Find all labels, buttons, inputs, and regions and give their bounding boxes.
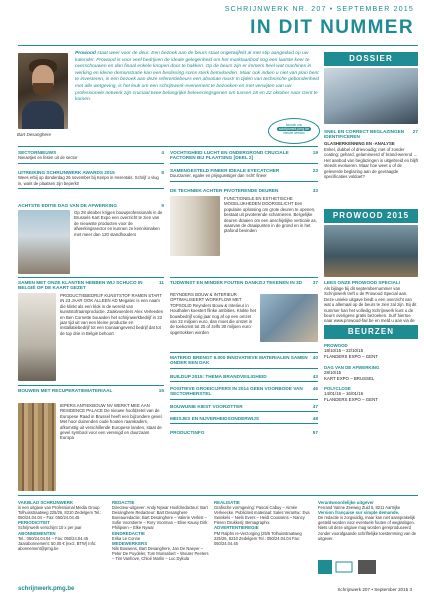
entry-sub: Wees erbij op donderdag 26 november bij Kenpo in Herentals. Schrijf u vlug in, want de plaatsen zijn beperkt! [18, 175, 159, 186]
dossier-title: SNEL EN CORRECT BEGLAZINGEN IDENTIFICEREN [324, 129, 405, 140]
footer-rule [18, 495, 418, 496]
entry-title: ACHTSTE EDITIE DAG VAN DE AFWERKING [18, 203, 117, 208]
editorial-intro [75, 51, 321, 104]
website-stamp[interactable] [268, 118, 320, 144]
footer-text: Schrijnwerk verschijnt 10 x per jaar [18, 525, 82, 531]
dossier-page: 27 [412, 129, 418, 134]
entry-title: SAMENGESTELD FINEER IDEALE EYECATCHER [170, 168, 280, 173]
dossier-photo [324, 68, 418, 124]
footer-heading: Version française sur simple demande. [318, 510, 400, 516]
entry-rule [18, 385, 164, 386]
entry-sub: Nieuwtjes en feiten uit de sector [18, 155, 78, 161]
facade-photo [18, 403, 56, 491]
entry-title: BOUWEN MET RECUPERATIEMATERIAAL [18, 388, 113, 393]
stamp-top: bezoek ons [285, 123, 303, 127]
intro-rule [18, 146, 318, 147]
entry-page: 43 [312, 374, 318, 379]
footer-col-4 [318, 500, 418, 541]
entry-page: 33 [312, 188, 318, 193]
entry-page: 4 [161, 150, 164, 155]
stamp-url: schrijnwerk.pmg.be [278, 127, 310, 132]
beurzen-header: BEURZEN [324, 325, 418, 339]
entry-page: 23 [312, 168, 318, 173]
entry-title: VOCHTIGHEID LUCHT EN ONDERGROND CRUCIALE FACTOREN BIJ PLAATSING [DEEL 2] [170, 150, 289, 161]
press-logo [336, 562, 352, 572]
entry-page: 47 [312, 404, 318, 409]
entry-title: BOUWUNIE KIEST VOORZITTER [170, 404, 243, 409]
entry-title: BUILDUP 2015: THEMA BRANDVEILIGHEID [170, 374, 267, 379]
footer-text: is een uitgave van Professional Media Group Tolhuisstraatweg 225/26, 8210 Zedelgem Tel.: 050/24.04.04 – Fax: 050/24.04.45 [18, 505, 102, 521]
toc-entry[interactable] [18, 280, 164, 291]
prowood-header: PROWOOD 2015 [324, 209, 418, 223]
fair-place: FLANDERS EXPO – GENT [324, 353, 378, 359]
fair-name: POLYCLOSE [324, 386, 351, 391]
footer-col-1 [18, 500, 108, 551]
fair-dates: 28/10/15 [324, 370, 342, 376]
entry-page: 37 [312, 280, 318, 285]
entry-title: SECTORNIEUWS [18, 150, 57, 155]
dossier-header: DOSSIER [324, 52, 418, 66]
footer-text: Tel.: 050/24.04.04 – Fax: 050/24.04.45 Jaarabonnement: 50,00 € (excl. BTW) Info: abonnement@pmg.be [18, 535, 97, 551]
footer-text: Directeur-uitgever: Andy Nywar Hoofdredacteur: Bart Desanghere Redacteur: Bart Desanghere Bureauredactie: Bart Desanghere – Valerie Verkist – Sofie Voorstierre – Rory Voorman – Elise Kausy Dirk Philipsen – Elke Nywar [112, 505, 208, 531]
toc-entry[interactable] [170, 280, 318, 285]
footer-text: Grafische vormgeving: Pascal Cabuy – Aimée Verkeecke. Publiciteit materiaal: Sales Verantw.: Eva Swinkels – Niels Evers – Heidi Coussens – Nancy Pieren Drukkerij: Bemagraphix [214, 505, 310, 526]
header-rule [18, 45, 418, 46]
fair-dates: 14/01/16 – 16/01/16 [324, 391, 364, 397]
dossier-sub: GLASHERKENNING EN -ANALYSE [324, 141, 395, 146]
footer-text: Nils Bouwens, Bart Desanghere, Jan De Naeyer – Peter De Puydeler, Tom Monsabert – Wouter Peeters – Tim Vanhove, Chloé Marlin – Luc Dykula [112, 545, 209, 562]
entry-sub: Duurzamer, egaler en prijsgunstiger dan 'echt' fineer [170, 173, 267, 179]
entry-sub: Op 28 oktober krijgen bouwprofessionals in de Brussels Kart Expo een overzicht te zien van de nieuwste producten voor de afwerkingssector en kunnen ze kennismaken met meer dan 120 standhouders [74, 210, 163, 237]
fair-place: KART EXPO – BRUSSEL [324, 375, 375, 381]
entry-page: 9 [161, 203, 164, 208]
entry-title: UITREIKING SCHRIJNWERK AWARDS 2015 [18, 170, 115, 175]
entry-title: POSITIEVE GROEICIJFERS IN 2014 GEEN VOORBODE VAN SECTORHERSTEL [170, 386, 303, 397]
toc-entry[interactable] [170, 168, 318, 182]
entry-title: MATERIO BRENGT 6.000 INNOVATIEVE MATERIALEN SAMEN ONDER EEN DAK [170, 355, 308, 366]
entry-page: 8 [161, 170, 164, 175]
entry-title: SAMEN MET ONZE KLANTEN HEBBEN WIJ SCHUCO IN BELGIË OP DE KAART GEZET [18, 280, 143, 291]
entry-title: DE TECHNIEK ACHTER PIVOTERENDE DEUREN [170, 188, 279, 193]
dossier-text: Enkel, dubbel of drievoudig; met of zonder coating; gehard, gelamineerd of brand-werend … Het aanbod van beglazingen is uitgebreid en blijft steeds evolueren. Maar hoe weet u of de geleverde beglazing aan de gevraagde specificaties voldoet? [324, 147, 418, 180]
toc-entry[interactable] [170, 404, 318, 412]
entry-sub: REYNDERS BOUW & INTERIEUR OPTIMALISEERT WORKFLOW MET TOPSOLID Reynders Bouw & Interieur in Houthalen koestert flinke ambities. Klokte het bouwbedrijf vorig jaar nog af op een omzet van 22 miljoen euro, dan moet die omzet in de toekomst tot 25 of zelfs 30 miljoen euro opgetrokken worden [170, 292, 256, 335]
stamp-bottom: nieuwe website [283, 131, 305, 136]
prowood-title: LEES ONZE PROWOOD SPECIAL! [324, 280, 401, 285]
toc-entry[interactable] [18, 150, 164, 164]
footer-heading: Verantwoordelijke uitgever [318, 500, 374, 505]
toc-entry[interactable] [170, 150, 318, 164]
door-photo [170, 196, 220, 256]
entry-page: 19 [312, 150, 318, 155]
fair-place: FLANDERS EXPO – GENT [324, 396, 378, 402]
entry-sub: PRODUCTIEBEDRIJF KUNSTSTOF RAMEN START IN 23 JAAR OOK ALLEEN AD Megatec is een naam die klinkt als een klok in de wereld van kunststofraamproductie. Zaakvoerders Alex Verleeden en Ben Cornette bouwden het schrijnwerkbedrijf in 23 jaar tijd uit van een kleine productie en installatiebedrijf tot een toonaangevend bedrijf dat tot de top drie in België behoort [60, 293, 164, 336]
entry-rule [18, 277, 164, 278]
toc-entry[interactable] [18, 170, 164, 189]
footer-text: PM Ralphs re-Verzorging (25/5 Tolhuisstraatweg 225/26, 8210 Zedelgem Tel.: 050/24.04.04 Fax: 050/24.04.45 [214, 530, 302, 546]
entry-page: 40 [312, 355, 318, 360]
footer-heading: PERIODICITEIT [18, 520, 50, 526]
entry-sub: FUNCTIONELE EN ESTHETISCHE MOGELIJKHEDEN DOORGELICHT Een populaire oplossing om grote deuren te openen, bestaat uit pivoterende scharnieren. Bergelijke deuren draaien om een anschijnlijke verticale as, waarvan de draaipunten in de grond en in het plafond bevinden [224, 196, 317, 234]
editor-photo [18, 53, 68, 129]
toc-entry[interactable] [170, 355, 318, 369]
3d-drawing-photo [260, 294, 318, 342]
toc-entry[interactable] [170, 374, 318, 382]
entry-page: 15 [158, 388, 164, 393]
fair-name: PROWOOD [324, 343, 348, 348]
fair-dates: 18/10/15 – 22/10/15 [324, 348, 364, 354]
footer-col-2 [112, 500, 210, 561]
entry-page: 46 [312, 386, 318, 391]
fair-name: DAG VAN DE AFWERKING [324, 365, 380, 370]
site-url[interactable]: schrijnwerk.pmg.be [18, 586, 75, 592]
cim-logo [358, 560, 376, 574]
page-header [0, 0, 424, 44]
prowood-text: Als bijlage bij dit septembernummer van Schrijnwerk treft u de Prowood Special aan. Deze unieke uitgave biedt u een overzicht van wat u allemaal op de beurs te zien zal zijn. Bij dit nummer kan het volledig Schrijnwerk kunt u de beurs overigens gratis bezoeken. Surf hiertoe naar www.prowood-fair.be en meld u aan via de [324, 286, 417, 324]
fair-item[interactable] [324, 386, 418, 402]
fair-item[interactable] [324, 343, 418, 359]
entry-sub: IEPERS ANTIEKBOUW NV WERKT MEE AAN RESIDENCE PALACE De nieuwe hoofdzetel van de Europese Raad in Brussel heeft een bijzondere gevel. Met hoor duizenden oude houten raamkaders, afkomstig uit verschillende Europese landen, staat de gevel symbool voor een verenigd en duurzaam Europa [60, 403, 163, 441]
footer-heading: MEDEWERKERS [112, 540, 148, 546]
entry-page: 57 [312, 430, 318, 435]
dossier-entry[interactable] [324, 129, 418, 140]
toc-entry[interactable] [18, 203, 164, 208]
window-photo [18, 293, 56, 381]
page-title: IN DIT NUMMER [250, 17, 414, 38]
entry-title: MEISJES EN NIJVERHEIDSONDERWIJS [170, 416, 259, 421]
prowood-photo [324, 225, 418, 277]
footer-heading: REDACTIE [112, 500, 135, 505]
footer-heading: EINDREDACTIE [112, 530, 145, 536]
photo-caption: Bart Desanghere [17, 132, 52, 137]
footer-text: Erika Le Conne [112, 535, 141, 541]
toc-entry[interactable] [170, 430, 318, 435]
footer-heading: ADVERTENTIEREGIE [214, 525, 259, 531]
footer-heading: ABONNEMENTEN [18, 530, 56, 536]
toc-entry[interactable] [170, 386, 318, 400]
page-footer: Schrijnwerk 207 • September 2015 3 [337, 587, 412, 592]
footer-heading: VAKBLAD SCHRIJNWERK [18, 500, 74, 505]
entry-rule [170, 352, 318, 353]
entry-title: TIJDWINST EN MINDER FOUTEN DANKZIJ TEKENEN IN 3D [170, 280, 303, 285]
intro-lead: Prowood [75, 51, 96, 56]
footer-col-3 [214, 500, 314, 546]
pmg-logo [318, 560, 332, 574]
intro-text: staat weer voor de deur. Een bezoek aan de beurs staat ongetwijfeld al met stip aangeduid op uw kalender. Prowood is voor veel bedrijven de ideale gelegenheid om het marktaanbod nog een laatste keer te overschouwen en dan finaal enkele knopen door te hakken. Op de beurs zijn er immers heel wat machines in werking en kleine demonstratie kan een beslissing soms sterk beïnvloeden. Maar ook indien u niet van plan bent te investeren, is een bezoek aan deze referentiebeurs een absolute must! In tijden van technische gebondenheid met alle wetgeving, is het leuk om een schrijnwerk-evenement te bezoeken en met verwijten van uw professionele netwerk zijn cruciaal twee belangrijke beleveningsgenen om tussen 18 en 22 oktober naar Gent te komen. [75, 51, 320, 103]
entry-page: 11 [159, 280, 164, 285]
toc-entry[interactable] [170, 188, 318, 193]
issue-line: SCHRIJNWERK NR. 207 • SEPTEMBER 2015 [224, 6, 414, 13]
entry-rule [170, 277, 318, 278]
fair-item[interactable] [324, 365, 418, 381]
entry-page: 48 [312, 416, 318, 421]
footer-text: De redactie is zorgvuldig, maar kan niet aansprakelijk gesteld worden voor eventuele fouten of weglatingen. Niets uit deze uitgave mag worden gereproduceerd zonder voorafgaande schriftelijke toestemming van de uitgever. [318, 515, 417, 541]
toc-entry[interactable] [170, 416, 318, 424]
footer-text: Ferrand Vanne Zeeweg Zuid 5, 8211 Aartrijke [318, 505, 401, 511]
expo-photo [18, 210, 70, 274]
publisher-logos [318, 560, 378, 574]
toc-entry[interactable] [18, 388, 164, 393]
footer-heading: REALISATIE [214, 500, 240, 505]
entry-title: PRODUCTINFO [170, 430, 205, 435]
